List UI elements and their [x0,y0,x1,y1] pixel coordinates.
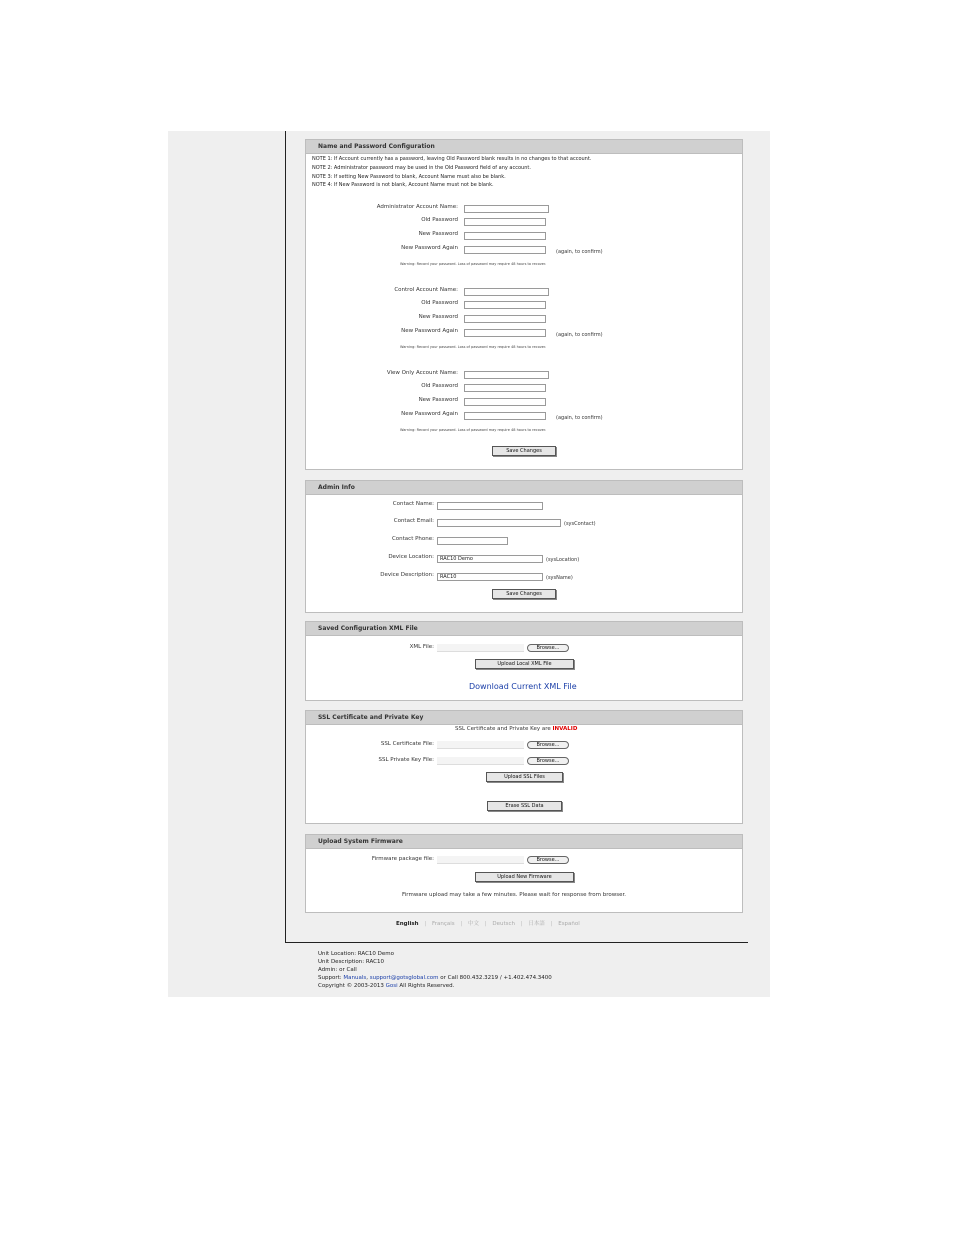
panel-title: Saved Configuration XML File [306,622,742,636]
ssl-cert-label: SSL Certificate File: [380,741,434,747]
ssl-status-value: INVALID [552,726,578,732]
lang-japanese[interactable]: 日本語 [528,921,545,927]
old-password-label: Old Password [421,300,458,306]
contact-email-input[interactable] [437,519,561,527]
note-4: NOTE 4: If New Password is not blank, Account Name must not be blank. [312,182,494,188]
password-warning: Warning: Record your password. Loss of password may require 48 hours to recover. [400,345,547,349]
admin-line: Admin: or Call [318,967,357,973]
view-account-label: View Only Account Name: [386,370,458,376]
ssl-key-label: SSL Private Key File: [378,757,434,763]
control-new-password-input[interactable] [464,315,546,323]
password-warning: Warning: Record your password. Loss of password may require 48 hours to recover. [400,262,547,266]
device-description-input[interactable]: RAC10 [437,573,543,581]
lang-chinese[interactable]: 中文 [467,921,479,927]
device-description-label: Device Description: [380,572,434,578]
control-new-password-again-input[interactable] [464,329,546,337]
support-phone: or Call 800.432.3219 / +1.402.474.3400 [440,975,552,981]
confirm-hint: (again, to confirm) [556,249,603,255]
note-3: NOTE 3: If setting New Password to blank, Account Name must also be blank. [312,174,506,180]
firmware-note: Firmware upload may take a few minutes. Please wait for response from browser. [402,892,626,898]
admin-account-input[interactable] [464,205,549,213]
lang-separator: | [520,921,523,927]
admin-new-password-again-input[interactable] [464,246,546,254]
panel-title: SSL Certificate and Private Key [306,711,742,725]
erase-ssl-button[interactable]: Erase SSL Data [487,801,562,811]
device-location-input[interactable]: RAC10 Demo [437,555,543,563]
firmware-file-label: Firmware package file: [371,856,434,862]
password-warning: Warning: Record your password. Loss of password may require 48 hours to recover. [400,428,547,432]
upload-firmware-button[interactable]: Upload New Firmware [475,872,574,882]
contact-phone-label: Contact Phone: [391,536,434,542]
control-account-label: Control Account Name: [394,287,458,293]
ssl-status-text: SSL Certificate and Private Key are [455,726,551,732]
panel-title: Upload System Firmware [306,835,742,849]
unit-location: Unit Location: RAC10 Demo [318,951,395,957]
new-password-label: New Password [418,397,458,403]
new-password-again-label: New Password Again [401,411,458,417]
copyright-line [318,983,454,989]
browse-button[interactable]: Browse... [527,856,569,864]
admin-old-password-input[interactable] [464,218,546,226]
view-new-password-again-input[interactable] [464,412,546,420]
lang-separator: | [550,921,553,927]
firmware-file-input[interactable] [437,856,524,864]
save-changes-button[interactable]: Save Changes [492,446,556,456]
old-password-label: Old Password [421,217,458,223]
download-xml-link[interactable]: Download Current XML File [469,682,577,691]
support-prefix: Support: [318,975,342,981]
copyright-suffix: All Rights Reserved. [399,983,455,989]
company-link[interactable]: Gosi [385,983,398,989]
note-2: NOTE 2: Administrator password may be used in the Old Password field of any account. [312,165,531,171]
contact-phone-input[interactable] [437,537,508,545]
lang-german[interactable]: Deutsch [492,921,515,927]
browse-button[interactable]: Browse... [527,757,569,765]
browse-button[interactable]: Browse... [527,644,569,652]
email-hint: (sysContact) [564,521,596,527]
xml-file-label: XML File: [409,644,434,650]
unit-description: Unit Description: RAC10 [318,959,384,965]
bottom-divider [285,942,748,943]
lang-french[interactable]: Français [431,921,455,927]
lang-spanish[interactable]: Español [558,921,580,927]
new-password-label: New Password [418,231,458,237]
note-1: NOTE 1: If Account currently has a password, leaving Old Password blank results in no changes to that account. [312,156,592,162]
lang-separator: | [484,921,487,927]
panel-title: Name and Password Configuration [306,140,742,154]
xml-file-input[interactable] [437,644,524,652]
contact-email-label: Contact Email: [393,518,434,524]
lang-separator: | [460,921,463,927]
left-divider [285,131,286,943]
support-email-link[interactable]: support@gotsglobal.com [369,975,439,981]
browse-button[interactable]: Browse... [527,741,569,749]
view-old-password-input[interactable] [464,384,546,392]
upload-xml-button[interactable]: Upload Local XML File [475,659,574,669]
language-bar [396,919,580,927]
new-password-again-label: New Password Again [401,245,458,251]
description-hint: (sysName) [546,575,573,581]
save-changes-button[interactable]: Save Changes [492,589,556,599]
contact-name-input[interactable] [437,502,543,510]
support-line: Support: Manuals, support@gotsglobal.com or Call 800.432.3219 / +1.402.474.3400 [318,975,552,981]
ssl-key-input[interactable] [437,757,524,765]
view-new-password-input[interactable] [464,398,546,406]
ssl-status [455,726,577,732]
new-password-again-label: New Password Again [401,328,458,334]
panel-title: Admin Info [306,481,742,495]
new-password-label: New Password [418,314,458,320]
contact-name-label: Contact Name: [392,501,434,507]
manuals-link[interactable]: Manuals [343,975,367,981]
ssl-cert-input[interactable] [437,741,524,749]
upload-ssl-button[interactable]: Upload SSL Files [486,772,563,782]
copyright-prefix: Copyright © 2003-2013 [318,983,384,989]
admin-account-label: Administrator Account Name: [376,204,458,210]
old-password-label: Old Password [421,383,458,389]
confirm-hint: (again, to confirm) [556,415,603,421]
admin-new-password-input[interactable] [464,232,546,240]
lang-english[interactable]: English [396,921,419,927]
location-hint: (sysLocation) [546,557,580,563]
confirm-hint: (again, to confirm) [556,332,603,338]
device-location-label: Device Location: [388,554,434,560]
control-old-password-input[interactable] [464,301,546,309]
view-account-input[interactable] [464,371,549,379]
lang-separator: | [424,921,427,927]
control-account-input[interactable] [464,288,549,296]
